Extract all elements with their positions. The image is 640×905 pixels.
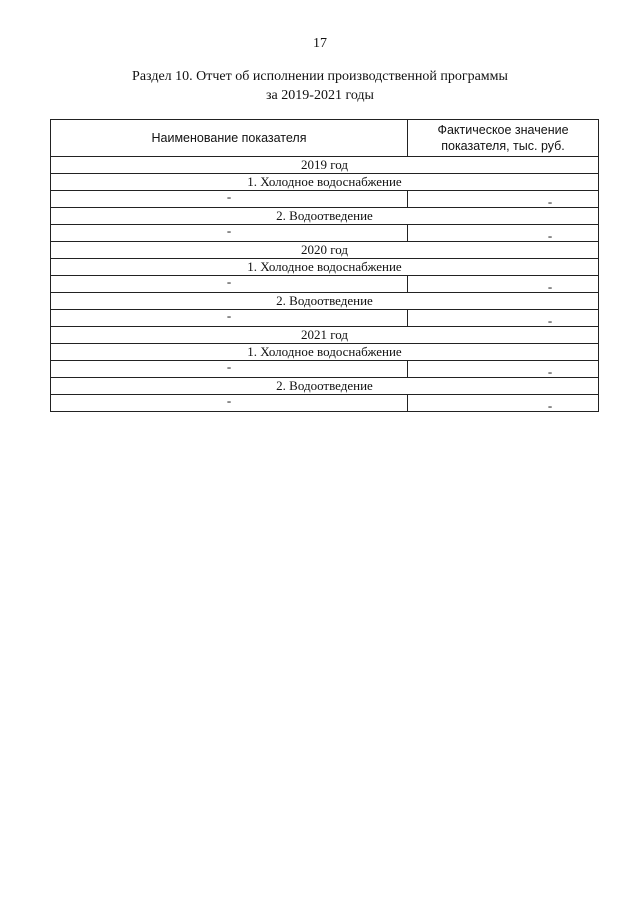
indicator-name: - [226, 274, 232, 289]
indicator-value: - [547, 279, 553, 294]
indicator-name-cell [51, 310, 408, 327]
section-row [51, 174, 599, 191]
indicator-value: - [547, 228, 553, 243]
year-row [51, 242, 599, 259]
section-label: 1. Холодное водоснабжение [51, 344, 599, 361]
section-row [51, 378, 599, 395]
indicator-value: - [547, 398, 553, 413]
section-label: 1. Холодное водоснабжение [51, 259, 599, 276]
section-title-line-2: за 2019-2021 годы [266, 88, 374, 103]
section-row [51, 208, 599, 225]
section-row [51, 293, 599, 310]
indicator-name-cell [51, 395, 408, 412]
header-actual-value-line-2: показателя, тыс. руб. [441, 139, 565, 153]
table-row [51, 276, 599, 293]
table-row [51, 361, 599, 378]
indicator-value: - [547, 364, 553, 379]
table-header-row [51, 120, 599, 157]
section-label: 2. Водоотведение [51, 378, 599, 395]
indicator-name-cell [51, 225, 408, 242]
year-label: 2021 год [51, 327, 599, 344]
table-row [51, 225, 599, 242]
section-label: 1. Холодное водоснабжение [51, 174, 599, 191]
indicator-value-cell [408, 395, 599, 412]
section-row [51, 259, 599, 276]
header-actual-value [408, 120, 599, 157]
section-title [0, 67, 640, 105]
section-row [51, 344, 599, 361]
indicator-value: - [547, 194, 553, 209]
indicator-name: - [226, 393, 232, 408]
indicator-name-cell [51, 361, 408, 378]
year-row [51, 327, 599, 344]
section-label: 2. Водоотведение [51, 208, 599, 225]
indicator-name: - [226, 359, 232, 374]
year-label: 2019 год [51, 157, 599, 174]
indicator-name: - [226, 223, 232, 238]
indicator-value: - [547, 313, 553, 328]
indicator-name-cell [51, 276, 408, 293]
indicator-value-cell [408, 191, 599, 208]
table-row [51, 310, 599, 327]
indicator-name: - [226, 308, 232, 323]
indicator-value-cell [408, 361, 599, 378]
section-title-line-1: Раздел 10. Отчет об исполнении производственной программы [132, 69, 508, 84]
year-row [51, 157, 599, 174]
header-actual-value-line-1: Фактическое значение [437, 123, 569, 137]
indicator-value-cell [408, 225, 599, 242]
page-number: 17 [313, 36, 327, 51]
indicator-name-cell [51, 191, 408, 208]
production-program-report-table [50, 119, 599, 412]
section-label: 2. Водоотведение [51, 293, 599, 310]
indicator-value-cell [408, 310, 599, 327]
indicator-value-cell [408, 276, 599, 293]
indicator-name: - [226, 189, 232, 204]
header-indicator-name: Наименование показателя [51, 120, 408, 157]
year-label: 2020 год [51, 242, 599, 259]
table-row [51, 191, 599, 208]
table-row [51, 395, 599, 412]
